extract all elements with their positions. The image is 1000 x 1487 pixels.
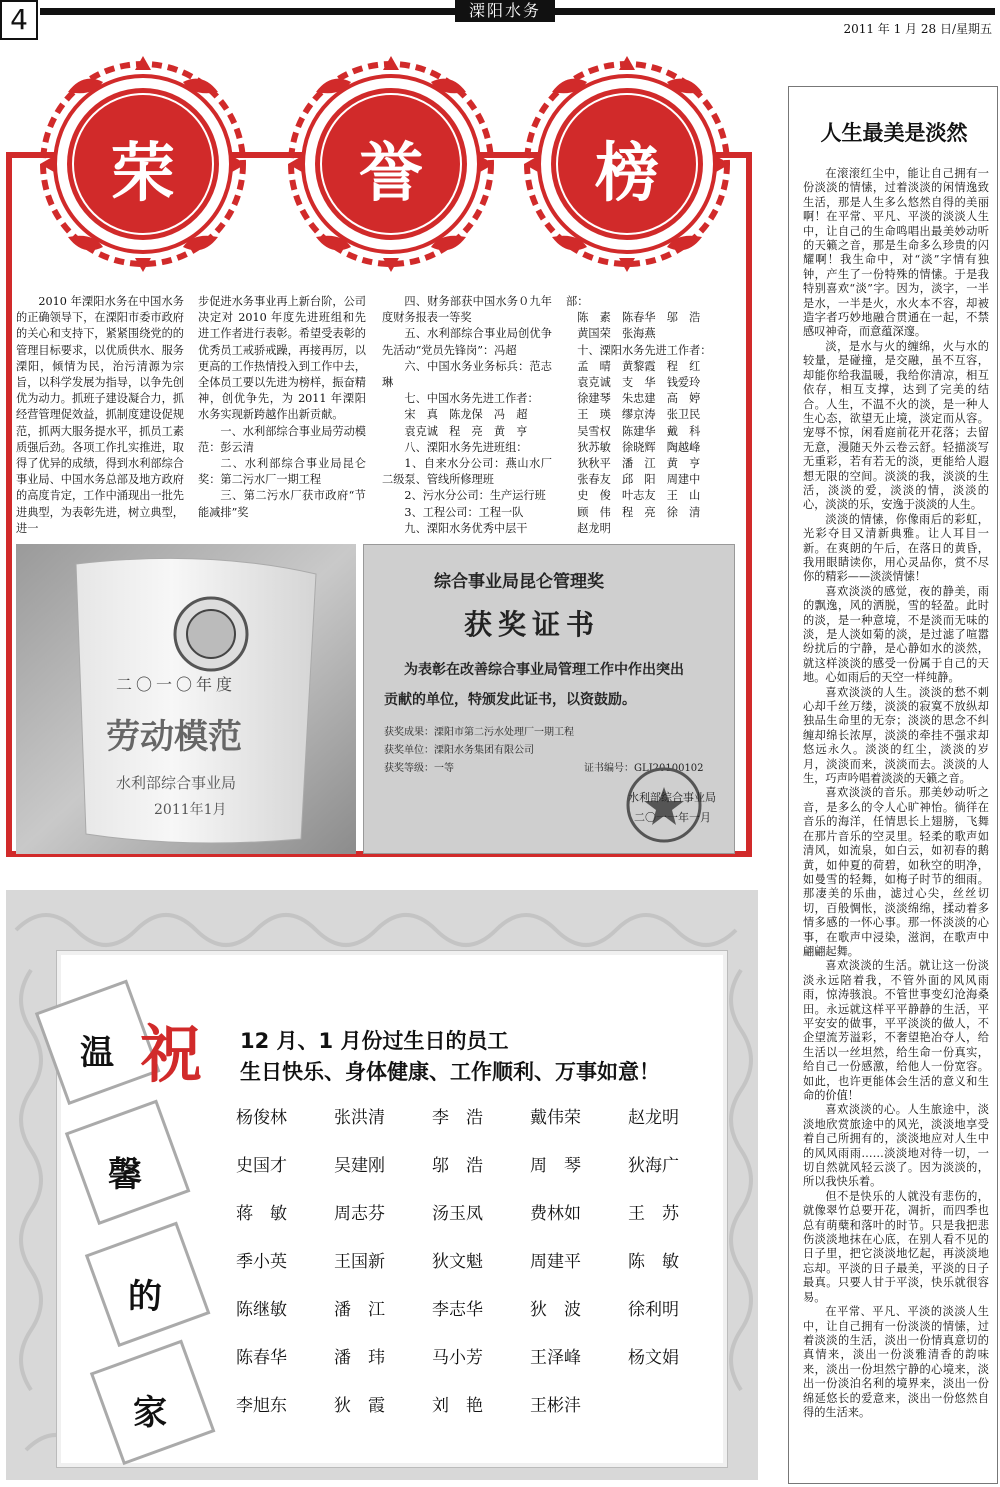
birthday-wishes: 生日快乐、身体健康、工作顺利、万事如意！	[240, 1060, 660, 1084]
certificate-photo	[363, 544, 735, 854]
trophy-issuer: 水利部综合事业局	[116, 774, 237, 792]
employee-name: 周 琴	[530, 1156, 581, 1176]
honor-title-char-3: 榜	[595, 137, 659, 211]
honor-name-row: 狄苏敏 徐晓辉 陶越峰	[577, 440, 701, 454]
honor-text-col-1	[16, 294, 184, 537]
employee-name: 张洪清	[334, 1108, 385, 1128]
employee-name: 汤玉凤	[432, 1204, 483, 1224]
honor-award-item: 六、中国水务业务标兵：范志琳	[382, 359, 552, 390]
honor-award-item: 3、工程公司：工程一队	[404, 505, 524, 519]
employee-name: 周建平	[530, 1252, 581, 1272]
warm-home-char-1: 温	[80, 1033, 114, 1073]
honor-award-item: 部：	[566, 295, 589, 308]
trophy-photo	[16, 544, 356, 854]
essay-paragraph: 淡淡的情愫，你像雨后的彩虹，光彩夺目又清新典雅。让人耳目一新。在爽朗的午后，在落日的黄昏，我用眼睛读你，用心灵品你，赏不尽你的精彩——淡淡情愫！	[803, 512, 989, 584]
employee-name: 马小芳	[432, 1348, 483, 1368]
certificate-row-label: 获奖成果：	[384, 727, 434, 738]
honor-name-row: 赵龙明	[577, 521, 611, 535]
employee-name: 李旭东	[236, 1396, 287, 1416]
essay-paragraph: 喜欢淡淡的生活。就让这一份淡淡永远陪着我，不管外面的风风雨雨，惊涛骇浪。不管世事变幻沧海桑田。永远就这样平平静静的生活，平平安安的做事，平平淡淡的做人，不企望流芳溢彩，不奢望艳冶夺人，给生活以一丝坦然，给生命一份真实，给自己一份感激，给他人一份宽容。如此，也许更能体会生活的意义和生命的价值！	[803, 959, 989, 1102]
honor-award-item: 二、水利部综合事业局昆仑奖：第二污水厂一期工程	[198, 457, 366, 487]
certificate-text-1: 为表彰在改善综合事业局管理工作中作出突出	[404, 662, 684, 678]
honor-title-char-1: 荣	[111, 137, 175, 211]
essay-paragraph: 喜欢淡淡的感觉，夜的静美，雨的飘逸，风的洒脱，雪的轻盈。此时的淡，是一种意境，不是淡而无味的淡，是人淡如菊的淡，是过滤了喧嚣纷扰后的宁静，是心静如水的淡然，就这样淡淡的感受一份属于自己的天地。心如雨后的天空一样纯静。	[803, 584, 989, 685]
page-header	[0, 0, 1000, 40]
certificate-date: 二〇一一年一月	[634, 811, 711, 824]
honor-name-row: 顾 伟 程 亮 徐 清	[577, 505, 701, 519]
warm-home-char-4: 家	[133, 1393, 167, 1433]
honor-award-item: 九、溧阳水务优秀中层干	[404, 521, 528, 535]
employee-name: 史国才	[236, 1156, 287, 1176]
certificate-issuer: 水利部综合事业局	[628, 791, 716, 804]
honor-award-item: 一、水利部综合事业局劳动模范：彭云清	[198, 424, 366, 454]
honor-text-col-4	[566, 294, 738, 537]
employee-name: 杨俊林	[236, 1108, 287, 1128]
employee-name: 狄 波	[530, 1300, 581, 1320]
employee-name: 狄 霞	[334, 1396, 385, 1416]
employee-name: 王国新	[334, 1252, 385, 1272]
certificate-row-value: 溧阳水务集团有限公司	[434, 745, 534, 756]
honor-name-row: 黄国荣 张海燕	[577, 327, 656, 341]
employee-name: 杨文娟	[628, 1348, 679, 1368]
honor-award-item: 1、自来水分公司：燕山水厂二级泵、管线所修理班	[382, 457, 552, 487]
essay-paragraph: 喜欢淡淡的心。人生旅途中，淡淡地欣赏旅途中的风光，淡淡地享受着自己所拥有的，淡淡地应对人生中的风风雨雨……淡淡地对待一切，一切自然就风轻云淡了。因为淡淡的，所以我快乐着。	[803, 1103, 989, 1189]
employee-name: 王泽峰	[530, 1348, 581, 1368]
birthday-section	[0, 885, 760, 1485]
honor-name-row: 孟 晴 黄黎霞 程 红	[577, 359, 701, 373]
honor-name-row: 陈 素 陈春华 邬 浩	[577, 311, 701, 325]
certificate-row-label: 获奖等级：	[384, 763, 434, 774]
employee-name: 潘 江	[334, 1300, 385, 1320]
certificate-row-2	[384, 741, 534, 756]
honor-text-col-2	[198, 294, 366, 521]
honor-name-row: 王 瑛 缪京涛 张卫民	[577, 408, 701, 422]
essay-paragraph: 但不是快乐的人就没有悲伤的，就像翠竹总要开花，凋折，而四季也总有萌蘖和落叶的时节。只是我把悲伤淡淡地抹在心底，在别人看不见的日子里，把它淡淡地忆起，再淡淡地忘却。平淡的日子最美，平淡的日子最真。只要人甘于平淡，快乐就很容易。	[803, 1189, 989, 1304]
employee-name: 陈春华	[236, 1348, 287, 1368]
essay-paragraph: 喜欢淡淡的人生。淡淡的愁不刺心却千丝万缕，淡淡的寂寞不放纵却独品生命里的无奈；淡淡的思念不纠缠却绵长浓厚，淡淡的牵挂不强求却悠远永久。淡淡的红尘，淡淡的岁月，淡淡而来，淡淡而去。淡淡的人生，巧声吟唱着淡淡的天籁之音。	[803, 685, 989, 786]
employee-name: 戴伟荣	[530, 1108, 581, 1128]
honor-name-row: 张春友 邱 阳 周建中	[577, 473, 701, 487]
employee-name: 李志华	[432, 1300, 483, 1320]
honor-name-row: 徐建琴 朱忠建 高 婷	[577, 392, 701, 406]
certificate-row-3	[384, 759, 454, 774]
honor-title-char-2: 誉	[359, 137, 423, 211]
essay-paragraph: 喜欢淡淡的音乐。那美妙动听之音，是多么的令人心旷神怡。徜徉在音乐的海洋，任情思长上翅膀，飞舞在那片音乐的空灵里。轻柔的歌声如清风，如流泉，如白云，如初春的鹅黄，如仲夏的荷碧，如秋空的明净，如曼雪的轻舞，如梅子时节的细雨。那凄美的乐曲，滤过心尖，丝丝切切，百般惆怅，淡淡绵绵，揉动着多情多感的一怀心事。那一怀淡淡的心事，在歌声中浸染，滋润，在歌声中翩翩起舞。	[803, 786, 989, 958]
trophy-year: 二〇一〇年度	[116, 675, 237, 694]
honor-name-row: 吴雪权 陈建华 戴 科	[577, 424, 701, 438]
paper-name: 溧阳水务	[455, 0, 555, 22]
employee-name: 周志芬	[334, 1204, 385, 1224]
honor-name-row: 袁克诚 程 亮 黄 亨	[404, 424, 528, 438]
employee-name: 刘 艳	[432, 1396, 483, 1416]
birthday-heading: 12 月、1 月份过生日的员工	[240, 1029, 509, 1053]
warm-home-char-2: 馨	[108, 1155, 142, 1195]
honor-paragraph: 步促进水务事业再上新台阶，公司决定对 2010 年度先进班组和先进工作者进行表彰。希望受表彰的优秀员工戒骄戒躁，再接再厉，以更高的工作热情投入到工作中去，全体员工要以先进为榜样，振奋精神，创优争先，为 2011 年溧阳水务实现新跨越作出新贡献。	[198, 295, 366, 422]
essay-paragraph: 淡，是水与火的缠绵，火与水的较量，是碰撞，是交融，虽不互容，却能你给我温暖，我给你清凉，相互依存，相互支撑，达到了完美的结合。人生，不温不火的淡，是一种人生心态，欲望无止境，淡定而从容。宠辱不惊，闲看庭前花开花落；去留无意，漫随天外云卷云舒。轻描淡写无重彩，若有若无的淡，更能给人遐想无限的空间。淡淡的我，淡淡的生活，淡淡的爱，淡淡的情，淡淡的心，淡淡的乐，安逸于淡淡的人生。	[803, 339, 989, 512]
honor-medal-3	[522, 52, 732, 272]
trophy-date: 2011年1月	[154, 802, 227, 818]
certificate-row-value: 溧阳市第二污水处理厂一期工程	[434, 727, 574, 738]
certificate-number: 证书编号：GLJ20100102	[584, 763, 704, 774]
employee-name: 陈继敏	[236, 1300, 287, 1320]
page-number: 4	[0, 0, 38, 40]
blessing-char: 祝	[140, 1018, 203, 1091]
employee-name: 季小英	[236, 1252, 287, 1272]
honor-award-item: 七、中国水务先进工作者：	[404, 392, 539, 406]
honor-name-row: 史 俊 叶志友 王 山	[577, 489, 701, 503]
employee-name: 王 苏	[628, 1204, 679, 1224]
honor-medal-2	[286, 52, 496, 272]
honor-name-row: 狄秋平 潘 江 黄 亨	[577, 457, 701, 471]
certificate-text-2: 贡献的单位，特颁发此证书，以资鼓励。	[384, 692, 636, 708]
certificate-row-label: 获奖单位：	[384, 745, 434, 756]
honor-name-row: 宋 真 陈龙保 冯 超	[404, 408, 528, 422]
warm-home-char-3: 的	[128, 1277, 162, 1317]
certificate-row-value: 一等	[434, 763, 454, 774]
essay-body	[803, 167, 989, 1420]
honor-paragraph: 2010 年溧阳水务在中国水务的正确领导下，在溧阳市委市政府的关心和支持下，紧紧围绕党的的管理目标要求，以优质供水、服务溧阳，倾情为民，治污清源为宗旨，以科学发展为指导，以争先创优为动力。抓班子建设凝合力，抓经营管理促效益，抓制度建设促规范，抓两大服务提水平，抓员工素质强后劲。各项工作扎实推进，取得了优异的成绩，得到水利部综合事业局、中国水务总部及地方政府的高度肯定，工作中涌现出一批先进典型，为表彰先进，树立典型，进一	[16, 295, 184, 535]
trophy-title: 劳动模范	[106, 717, 242, 757]
employee-name: 徐利明	[628, 1300, 679, 1320]
honor-text-col-3	[382, 294, 552, 537]
essay-title: 人生最美是淡然	[820, 121, 968, 145]
essay-column	[788, 86, 998, 1484]
certificate-title: 获奖证书	[464, 608, 601, 641]
employee-name: 费林如	[530, 1204, 581, 1224]
employee-name: 狄海广	[628, 1156, 679, 1176]
honor-award-item: 三、第二污水厂获市政府“节能减排”奖	[198, 489, 366, 519]
issue-date: 2011 年 1 月 28 日/星期五	[843, 22, 992, 36]
honor-award-item: 八、溧阳水务先进班组：	[404, 440, 528, 454]
employee-name: 陈 敏	[628, 1252, 679, 1272]
honor-award-item: 四、财务部获中国水务０九年度财务报表一等奖	[382, 295, 552, 325]
employee-name: 蒋 敏	[236, 1204, 287, 1224]
certificate-heading: 综合事业局昆仑管理奖	[434, 572, 604, 592]
employee-name: 王彬沣	[530, 1396, 581, 1416]
employee-name: 吴建刚	[334, 1156, 385, 1176]
certificate-row-1	[384, 723, 574, 738]
employee-name: 赵龙明	[628, 1108, 679, 1128]
honor-award-item: 五、水利部综合事业局创优争先活动“党员先锋岗”：冯超	[382, 327, 552, 357]
honor-section	[0, 42, 760, 862]
essay-paragraph: 在平常、平凡、平淡的淡淡人生中，让自己拥有一份淡淡的情愫，过着淡淡的生活，淡出一份情真意切的真情来，淡出一份淡雅清香的韵味来，淡出一份坦然宁静的心境来，淡出一份淡泊名利的境界来，淡出一份绵延悠长的爱意来，淡出一份悠然自得的生活来。	[803, 1305, 989, 1419]
essay-paragraph: 在滚滚红尘中，能让自己拥有一份淡淡的情愫，过着淡淡的闲情逸致生活，那是人生多么悠然自得的美丽啊！在平常、平凡、平淡的淡淡人生中，让自己的生命鸣唱出最美妙动听的天籁之音，那是生命多么珍贵的闪耀啊！我生命中，对“淡”字情有独钟，产生了一份特殊的情愫。于是我特别喜欢“淡”字。因为，淡字，一半是水，一半是火，水火本不容，却被造字者巧妙地融合贯通在一起，不禁感叹神奇，而意蕴深邃。	[803, 167, 989, 339]
honor-award-item: 十、溧阳水务先进工作者：	[577, 343, 712, 357]
honor-award-item: 2、污水分公司：生产运行班	[404, 489, 546, 503]
honor-name-row: 袁克诚 支 华 钱爱玲	[577, 376, 701, 390]
employee-name: 狄文魁	[432, 1252, 483, 1272]
honor-medal-1	[38, 52, 248, 272]
employee-name: 邬 浩	[432, 1156, 483, 1176]
employee-name: 李 浩	[432, 1108, 483, 1128]
official-seal-icon	[624, 765, 704, 845]
employee-name: 潘 玮	[334, 1348, 385, 1368]
